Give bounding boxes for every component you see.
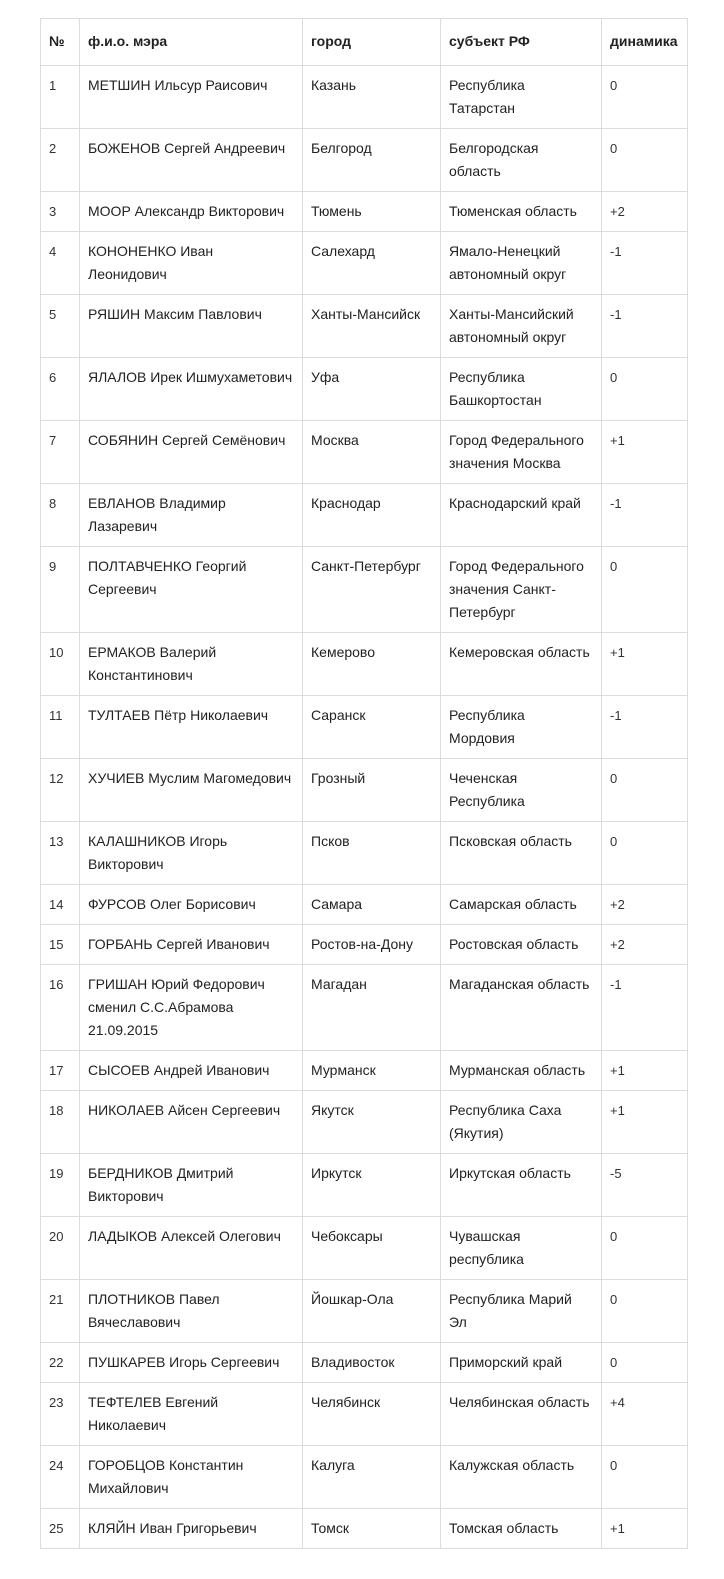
cell-city: Краснодар <box>303 484 441 547</box>
cell-city: Чебоксары <box>303 1217 441 1280</box>
cell-subject: Краснодарский край <box>441 484 602 547</box>
cell-mayor-name: ПУШКАРЕВ Игорь Сергеевич <box>80 1343 303 1383</box>
cell-dynamics: 0 <box>602 358 688 421</box>
cell-num: 14 <box>41 885 80 925</box>
cell-city: Якутск <box>303 1091 441 1154</box>
cell-city: Ростов-на-Дону <box>303 925 441 965</box>
cell-num: 9 <box>41 547 80 633</box>
cell-subject: Тюменская область <box>441 192 602 232</box>
table-row <box>41 1509 688 1549</box>
table-row <box>41 1154 688 1217</box>
cell-city: Белгород <box>303 129 441 192</box>
cell-subject: Чеченская Республика <box>441 759 602 822</box>
cell-dynamics: 0 <box>602 759 688 822</box>
cell-dynamics: 0 <box>602 1217 688 1280</box>
cell-num: 17 <box>41 1051 80 1091</box>
cell-dynamics: 0 <box>602 1280 688 1343</box>
cell-subject: Иркутская область <box>441 1154 602 1217</box>
cell-mayor-name: ГРИШАН Юрий Федорович сменил С.С.Абрамова 21.09.2015 <box>80 965 303 1051</box>
cell-mayor-name: ФУРСОВ Олег Борисович <box>80 885 303 925</box>
cell-mayor-name: ЕРМАКОВ Валерий Константинович <box>80 633 303 696</box>
cell-subject: Калужская область <box>441 1446 602 1509</box>
table-row <box>41 129 688 192</box>
cell-subject: Приморский край <box>441 1343 602 1383</box>
table-row <box>41 1383 688 1446</box>
cell-city: Йошкар-Ола <box>303 1280 441 1343</box>
table-row <box>41 358 688 421</box>
cell-subject: Ямало-Ненецкий автономный округ <box>441 232 602 295</box>
table-row <box>41 965 688 1051</box>
cell-dynamics: +1 <box>602 1509 688 1549</box>
cell-mayor-name: РЯШИН Максим Павлович <box>80 295 303 358</box>
cell-mayor-name: ХУЧИЕВ Муслим Магомедович <box>80 759 303 822</box>
cell-mayor-name: БОЖЕНОВ Сергей Андреевич <box>80 129 303 192</box>
cell-num: 23 <box>41 1383 80 1446</box>
cell-city: Калуга <box>303 1446 441 1509</box>
cell-subject: Город Федерального значения Москва <box>441 421 602 484</box>
table-row <box>41 66 688 129</box>
mayors-rating-table <box>40 18 688 1549</box>
cell-mayor-name: ГОРБАНЬ Сергей Иванович <box>80 925 303 965</box>
cell-city: Грозный <box>303 759 441 822</box>
cell-city: Санкт-Петербург <box>303 547 441 633</box>
cell-num: 11 <box>41 696 80 759</box>
cell-subject: Республика Мордовия <box>441 696 602 759</box>
cell-num: 25 <box>41 1509 80 1549</box>
table-row <box>41 885 688 925</box>
table-row <box>41 925 688 965</box>
cell-city: Магадан <box>303 965 441 1051</box>
cell-dynamics: -1 <box>602 484 688 547</box>
cell-city: Мурманск <box>303 1051 441 1091</box>
table-row <box>41 633 688 696</box>
cell-dynamics: -1 <box>602 696 688 759</box>
cell-num: 13 <box>41 822 80 885</box>
cell-city: Кемерово <box>303 633 441 696</box>
cell-subject: Чувашская республика <box>441 1217 602 1280</box>
cell-dynamics: 0 <box>602 1343 688 1383</box>
cell-dynamics: +2 <box>602 885 688 925</box>
cell-city: Челябинск <box>303 1383 441 1446</box>
table-row <box>41 1343 688 1383</box>
cell-city: Томск <box>303 1509 441 1549</box>
cell-num: 15 <box>41 925 80 965</box>
header-city: город <box>303 19 441 66</box>
cell-num: 6 <box>41 358 80 421</box>
cell-dynamics: +1 <box>602 1091 688 1154</box>
cell-city: Иркутск <box>303 1154 441 1217</box>
header-num: № <box>41 19 80 66</box>
cell-num: 19 <box>41 1154 80 1217</box>
cell-num: 4 <box>41 232 80 295</box>
cell-subject: Магаданская область <box>441 965 602 1051</box>
cell-dynamics: +2 <box>602 192 688 232</box>
cell-subject: Ханты-Мансийский автономный округ <box>441 295 602 358</box>
cell-num: 12 <box>41 759 80 822</box>
cell-num: 21 <box>41 1280 80 1343</box>
cell-num: 2 <box>41 129 80 192</box>
table-row <box>41 1091 688 1154</box>
table-row <box>41 696 688 759</box>
cell-dynamics: 0 <box>602 822 688 885</box>
cell-dynamics: 0 <box>602 66 688 129</box>
table-row <box>41 484 688 547</box>
cell-city: Саранск <box>303 696 441 759</box>
cell-mayor-name: КЛЯЙН Иван Григорьевич <box>80 1509 303 1549</box>
cell-mayor-name: КОНОНЕНКО Иван Леонидович <box>80 232 303 295</box>
cell-dynamics: +2 <box>602 925 688 965</box>
cell-subject: Челябинская область <box>441 1383 602 1446</box>
cell-city: Уфа <box>303 358 441 421</box>
cell-city: Владивосток <box>303 1343 441 1383</box>
mayors-rating-table-container <box>40 18 687 1549</box>
header-subject: субъект РФ <box>441 19 602 66</box>
cell-subject: Самарская область <box>441 885 602 925</box>
cell-mayor-name: ТУЛТАЕВ Пётр Николаевич <box>80 696 303 759</box>
table-row <box>41 192 688 232</box>
cell-subject: Город Федерального значения Санкт-Петербург <box>441 547 602 633</box>
cell-mayor-name: ЯЛАЛОВ Ирек Ишмухаметович <box>80 358 303 421</box>
cell-mayor-name: КАЛАШНИКОВ Игорь Викторович <box>80 822 303 885</box>
cell-num: 8 <box>41 484 80 547</box>
cell-subject: Кемеровская область <box>441 633 602 696</box>
cell-city: Самара <box>303 885 441 925</box>
cell-num: 24 <box>41 1446 80 1509</box>
cell-dynamics: +1 <box>602 1051 688 1091</box>
cell-num: 7 <box>41 421 80 484</box>
cell-mayor-name: СЫСОЕВ Андрей Иванович <box>80 1051 303 1091</box>
cell-subject: Томская область <box>441 1509 602 1549</box>
table-row <box>41 1217 688 1280</box>
table-row <box>41 295 688 358</box>
cell-mayor-name: СОБЯНИН Сергей Семёнович <box>80 421 303 484</box>
cell-mayor-name: НИКОЛАЕВ Айсен Сергеевич <box>80 1091 303 1154</box>
cell-mayor-name: ПЛОТНИКОВ Павел Вячеславович <box>80 1280 303 1343</box>
cell-mayor-name: ПОЛТАВЧЕНКО Георгий Сергеевич <box>80 547 303 633</box>
cell-num: 18 <box>41 1091 80 1154</box>
cell-subject: Республика Саха (Якутия) <box>441 1091 602 1154</box>
cell-city: Казань <box>303 66 441 129</box>
table-row <box>41 822 688 885</box>
cell-subject: Мурманская область <box>441 1051 602 1091</box>
cell-subject: Ростовская область <box>441 925 602 965</box>
table-row <box>41 232 688 295</box>
cell-dynamics: -5 <box>602 1154 688 1217</box>
cell-mayor-name: ЕВЛАНОВ Владимир Лазаревич <box>80 484 303 547</box>
table-row <box>41 1051 688 1091</box>
cell-dynamics: 0 <box>602 129 688 192</box>
header-dynamics: динамика <box>602 19 688 66</box>
cell-mayor-name: ЛАДЫКОВ Алексей Олегович <box>80 1217 303 1280</box>
table-row <box>41 1280 688 1343</box>
cell-city: Тюмень <box>303 192 441 232</box>
cell-subject: Республика Марий Эл <box>441 1280 602 1343</box>
cell-subject: Псковская область <box>441 822 602 885</box>
cell-num: 10 <box>41 633 80 696</box>
cell-mayor-name: БЕРДНИКОВ Дмитрий Викторович <box>80 1154 303 1217</box>
cell-num: 20 <box>41 1217 80 1280</box>
cell-dynamics: 0 <box>602 1446 688 1509</box>
cell-mayor-name: ТЕФТЕЛЕВ Евгений Николаевич <box>80 1383 303 1446</box>
table-row <box>41 547 688 633</box>
cell-subject: Белгородская область <box>441 129 602 192</box>
cell-dynamics: -1 <box>602 232 688 295</box>
cell-city: Салехард <box>303 232 441 295</box>
cell-city: Псков <box>303 822 441 885</box>
cell-num: 3 <box>41 192 80 232</box>
table-header-row <box>41 19 688 66</box>
cell-num: 22 <box>41 1343 80 1383</box>
table-row <box>41 759 688 822</box>
cell-mayor-name: ГОРОБЦОВ Константин Михайлович <box>80 1446 303 1509</box>
cell-dynamics: +4 <box>602 1383 688 1446</box>
header-name: ф.и.о. мэра <box>80 19 303 66</box>
cell-dynamics: -1 <box>602 295 688 358</box>
table-row <box>41 1446 688 1509</box>
cell-subject: Республика Татарстан <box>441 66 602 129</box>
cell-city: Ханты-Мансийск <box>303 295 441 358</box>
cell-dynamics: -1 <box>602 965 688 1051</box>
cell-dynamics: 0 <box>602 547 688 633</box>
cell-num: 5 <box>41 295 80 358</box>
cell-dynamics: +1 <box>602 421 688 484</box>
cell-num: 1 <box>41 66 80 129</box>
table-row <box>41 421 688 484</box>
cell-city: Москва <box>303 421 441 484</box>
cell-num: 16 <box>41 965 80 1051</box>
cell-dynamics: +1 <box>602 633 688 696</box>
cell-subject: Республика Башкортостан <box>441 358 602 421</box>
cell-mayor-name: МООР Александр Викторович <box>80 192 303 232</box>
cell-mayor-name: МЕТШИН Ильсур Раисович <box>80 66 303 129</box>
